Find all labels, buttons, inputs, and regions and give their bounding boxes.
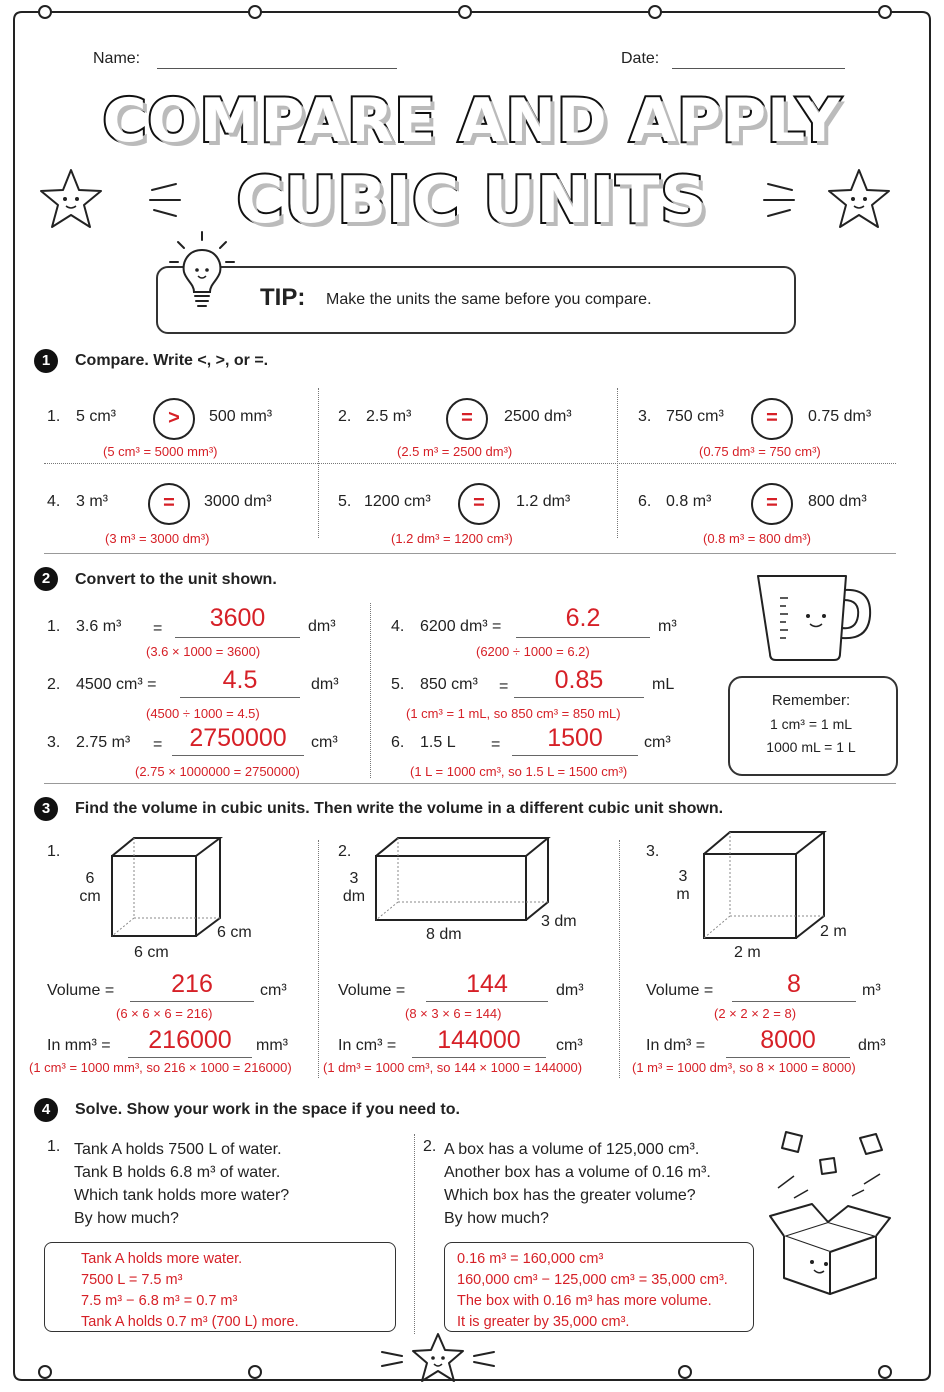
figure-num: 3. bbox=[646, 843, 660, 860]
answer-line: Tank A holds 0.7 m³ (700 L) more. bbox=[81, 1314, 299, 1330]
convert-work: (1 cm³ = 1000 mm³, so 216 × 1000 = 216000) bbox=[29, 1060, 292, 1075]
problem-line: By how much? bbox=[444, 1210, 549, 1227]
compare-work: (0.8 m³ = 800 dm³) bbox=[703, 531, 812, 546]
compare-num: 1. bbox=[47, 408, 61, 425]
name-field[interactable] bbox=[157, 68, 397, 69]
problem2-text bbox=[444, 1138, 711, 1230]
sparkle-right-icon bbox=[758, 180, 798, 220]
section1-heading: Compare. Write <, >, or =. bbox=[75, 352, 269, 369]
volume-work: (2 × 2 × 2 = 8) bbox=[714, 1006, 797, 1021]
convert-equals: = bbox=[491, 736, 501, 753]
convert-num: 6. bbox=[391, 734, 405, 751]
volume-answer[interactable]: 216 bbox=[171, 970, 213, 998]
dim-height: 3 m bbox=[676, 868, 690, 903]
convert-unit: cm³ bbox=[556, 1037, 583, 1054]
volume-work: (6 × 6 × 6 = 216) bbox=[116, 1006, 213, 1021]
compare-sign[interactable]: = bbox=[446, 398, 488, 440]
convert-answer[interactable]: 1500 bbox=[547, 724, 603, 752]
measuring-cup-icon bbox=[752, 568, 878, 664]
remember-line2: 1000 mL = 1 L bbox=[766, 739, 856, 755]
section4-number: 4 bbox=[34, 1098, 58, 1122]
convert-answer[interactable]: 0.85 bbox=[554, 666, 604, 694]
problem2-answer-box[interactable] bbox=[444, 1242, 754, 1332]
volume-answer[interactable]: 8 bbox=[787, 970, 801, 998]
volume-unit: cm³ bbox=[260, 982, 287, 999]
compare-work: (2.5 m³ = 2500 dm³) bbox=[397, 444, 513, 459]
compare-sign[interactable]: = bbox=[148, 483, 190, 525]
divider bbox=[370, 603, 371, 778]
compare-left: 0.8 m³ bbox=[666, 493, 712, 510]
sparkle-left-icon bbox=[146, 180, 186, 220]
convert-unit: m³ bbox=[658, 618, 677, 635]
volume-label: Volume = bbox=[47, 982, 115, 999]
compare-num: 5. bbox=[338, 493, 352, 510]
compare-sign[interactable]: > bbox=[153, 398, 195, 440]
answer-line bbox=[172, 755, 304, 756]
answer-line bbox=[516, 637, 650, 638]
answer-line bbox=[412, 1057, 546, 1058]
section2-number: 2 bbox=[34, 567, 58, 591]
convert-work: (1 dm³ = 1000 cm³, so 144 × 1000 = 144000) bbox=[323, 1060, 583, 1075]
problem1-text bbox=[74, 1138, 289, 1230]
problem-num: 2. bbox=[423, 1138, 437, 1155]
compare-num: 3. bbox=[638, 408, 652, 425]
bottom-star-icon bbox=[378, 1332, 498, 1390]
remember-line1: 1 cm³ = 1 mL bbox=[769, 716, 853, 732]
convert-work: (6200 ÷ 1000 = 6.2) bbox=[476, 644, 590, 659]
title-line2: CUBIC UNITS bbox=[236, 164, 708, 238]
convert-equals: = bbox=[153, 736, 163, 753]
date-label: Date: bbox=[621, 50, 660, 67]
compare-sign[interactable]: = bbox=[458, 483, 500, 525]
dim-height: 6 cm bbox=[79, 870, 101, 905]
star-left-icon bbox=[36, 166, 106, 232]
compare-work: (1.2 dm³ = 1200 cm³) bbox=[391, 531, 513, 546]
convert-work: (1 L = 1000 cm³, so 1.5 L = 1500 cm³) bbox=[410, 764, 628, 779]
problem-num: 1. bbox=[47, 1138, 61, 1155]
convert-num: 3. bbox=[47, 734, 61, 751]
compare-sign[interactable]: = bbox=[751, 483, 793, 525]
divider bbox=[414, 1134, 415, 1334]
dim-depth: 2 m bbox=[820, 923, 847, 940]
convert-answer[interactable]: 6.2 bbox=[565, 604, 601, 632]
answer-line: 7.5 m³ − 6.8 m³ = 0.7 m³ bbox=[81, 1293, 238, 1309]
compare-left: 3 m³ bbox=[76, 493, 108, 510]
dim-width: 6 cm bbox=[134, 944, 169, 961]
convert-work: (3.6 × 1000 = 3600) bbox=[146, 644, 261, 659]
convert-unit: cm³ bbox=[644, 734, 671, 751]
convert-label: In cm³ = bbox=[338, 1037, 397, 1054]
cube-figure bbox=[108, 836, 226, 940]
tip-text: Make the units the same before you compare. bbox=[326, 291, 652, 308]
tip-label: TIP: bbox=[260, 284, 306, 311]
lightbulb-icon bbox=[166, 228, 238, 314]
answer-line: It is greater by 35,000 cm³. bbox=[457, 1314, 630, 1330]
dim-height: 3 dm bbox=[342, 870, 366, 905]
section2-heading: Convert to the unit shown. bbox=[75, 571, 277, 588]
convert-answer[interactable]: 4.5 bbox=[222, 666, 258, 694]
answer-line bbox=[175, 637, 300, 638]
answer-line bbox=[128, 1057, 252, 1058]
dim-depth: 3 dm bbox=[541, 913, 577, 930]
convert-question: 6200 dm³ = bbox=[420, 618, 502, 635]
compare-left: 5 cm³ bbox=[76, 408, 116, 425]
volume-label: Volume = bbox=[646, 982, 714, 999]
convert-unit: mL bbox=[652, 676, 675, 693]
volume-label: Volume = bbox=[338, 982, 406, 999]
answer-line bbox=[514, 697, 644, 698]
figure-num: 1. bbox=[47, 843, 61, 860]
title-line1: COMPARE AND APPLY bbox=[102, 86, 842, 156]
compare-right: 500 mm³ bbox=[209, 408, 273, 425]
date-field[interactable] bbox=[672, 68, 845, 69]
problem-line: Tank A holds 7500 L of water. bbox=[74, 1141, 282, 1158]
problem-line: By how much? bbox=[74, 1210, 179, 1227]
problem-line: Tank B holds 6.8 m³ of water. bbox=[74, 1164, 281, 1181]
answer-line: 160,000 cm³ − 125,000 cm³ = 35,000 cm³. bbox=[457, 1272, 728, 1288]
compare-num: 6. bbox=[638, 493, 652, 510]
dim-depth: 6 cm bbox=[217, 924, 252, 941]
answer-line bbox=[512, 755, 638, 756]
answer-line bbox=[426, 1001, 548, 1002]
convert-unit: dm³ bbox=[311, 676, 339, 693]
convert-num: 2. bbox=[47, 676, 61, 693]
problem1-answer-box[interactable] bbox=[44, 1242, 396, 1332]
convert-question: 2.75 m³ bbox=[76, 734, 131, 751]
figure-num: 2. bbox=[338, 843, 352, 860]
answer-line: 7500 L = 7.5 m³ bbox=[81, 1272, 183, 1288]
box-with-cubes-icon bbox=[764, 1128, 894, 1296]
compare-right: 0.75 dm³ bbox=[808, 408, 872, 425]
divider bbox=[44, 783, 896, 784]
compare-num: 2. bbox=[338, 408, 352, 425]
answer-line bbox=[726, 1057, 850, 1058]
compare-work: (3 m³ = 3000 dm³) bbox=[105, 531, 210, 546]
convert-label: In mm³ = bbox=[47, 1037, 111, 1054]
convert-question: 1.5 L bbox=[420, 734, 456, 751]
convert-num: 4. bbox=[391, 618, 405, 635]
problem-line: A box has a volume of 125,000 cm³. bbox=[444, 1141, 700, 1158]
compare-work: (0.75 dm³ = 750 cm³) bbox=[699, 444, 821, 459]
compare-sign[interactable]: = bbox=[751, 398, 793, 440]
convert-num: 1. bbox=[47, 618, 61, 635]
volume-unit: dm³ bbox=[556, 982, 584, 999]
compare-right: 3000 dm³ bbox=[204, 493, 272, 510]
convert-equals: = bbox=[153, 620, 163, 637]
section3-number: 3 bbox=[34, 797, 58, 821]
answer-line bbox=[732, 1001, 856, 1002]
compare-left: 750 cm³ bbox=[666, 408, 724, 425]
name-label: Name: bbox=[93, 50, 141, 67]
convert-unit: cm³ bbox=[311, 734, 338, 751]
answer-line bbox=[130, 1001, 254, 1002]
convert-unit: dm³ bbox=[308, 618, 336, 635]
answer-line: Tank A holds more water. bbox=[81, 1251, 243, 1267]
dim-width: 8 dm bbox=[426, 926, 462, 943]
convert-answer[interactable]: 144000 bbox=[437, 1026, 521, 1054]
volume-work: (8 × 3 × 6 = 144) bbox=[405, 1006, 502, 1021]
compare-num: 4. bbox=[47, 493, 61, 510]
convert-answer[interactable]: 8000 bbox=[760, 1026, 816, 1054]
section3-heading: Find the volume in cubic units. Then write the volume in a different cubic unit shown. bbox=[75, 800, 724, 817]
convert-question: 850 cm³ bbox=[420, 676, 478, 693]
convert-equals: = bbox=[499, 678, 509, 695]
compare-work: (5 cm³ = 5000 mm³) bbox=[103, 444, 218, 459]
compare-left: 1200 cm³ bbox=[364, 493, 431, 510]
compare-right: 1.2 dm³ bbox=[516, 493, 571, 510]
convert-unit: mm³ bbox=[256, 1037, 288, 1054]
convert-answer[interactable]: 3600 bbox=[209, 604, 266, 632]
convert-work: (4500 ÷ 1000 = 4.5) bbox=[146, 706, 260, 721]
section4-heading: Solve. Show your work in the space if you need to. bbox=[75, 1101, 460, 1118]
tall-prism-figure bbox=[700, 830, 830, 942]
compare-left: 2.5 m³ bbox=[366, 408, 412, 425]
prism-figure bbox=[372, 836, 552, 924]
convert-label: In dm³ = bbox=[646, 1037, 706, 1054]
divider bbox=[318, 840, 319, 1078]
convert-work: (1 m³ = 1000 dm³, so 8 × 1000 = 8000) bbox=[632, 1060, 856, 1075]
divider bbox=[44, 463, 896, 464]
problem-line: Another box has a volume of 0.16 m³. bbox=[444, 1164, 711, 1181]
dim-width: 2 m bbox=[734, 944, 761, 961]
divider bbox=[44, 553, 896, 554]
star-right-icon bbox=[824, 166, 894, 232]
convert-question: 4500 cm³ = bbox=[76, 676, 157, 693]
section1-number: 1 bbox=[34, 349, 58, 373]
convert-unit: dm³ bbox=[858, 1037, 886, 1054]
volume-unit: m³ bbox=[862, 982, 881, 999]
answer-line: The box with 0.16 m³ has more volume. bbox=[457, 1293, 712, 1309]
answer-line: 0.16 m³ = 160,000 cm³ bbox=[457, 1251, 604, 1267]
volume-answer[interactable]: 144 bbox=[466, 970, 508, 998]
remember-title: Remember: bbox=[771, 692, 851, 709]
convert-num: 5. bbox=[391, 676, 405, 693]
convert-question: 3.6 m³ bbox=[76, 618, 122, 635]
convert-work: (2.75 × 1000000 = 2750000) bbox=[135, 764, 300, 779]
compare-right: 800 dm³ bbox=[808, 493, 867, 510]
convert-answer[interactable]: 2750000 bbox=[189, 724, 287, 752]
convert-answer[interactable]: 216000 bbox=[148, 1026, 232, 1054]
answer-line bbox=[180, 697, 300, 698]
problem-line: Which tank holds more water? bbox=[74, 1187, 290, 1204]
divider bbox=[619, 840, 620, 1078]
compare-right: 2500 dm³ bbox=[504, 408, 572, 425]
convert-work: (1 cm³ = 1 mL, so 850 cm³ = 850 mL) bbox=[406, 706, 621, 721]
problem-line: Which box has the greater volume? bbox=[444, 1187, 696, 1204]
